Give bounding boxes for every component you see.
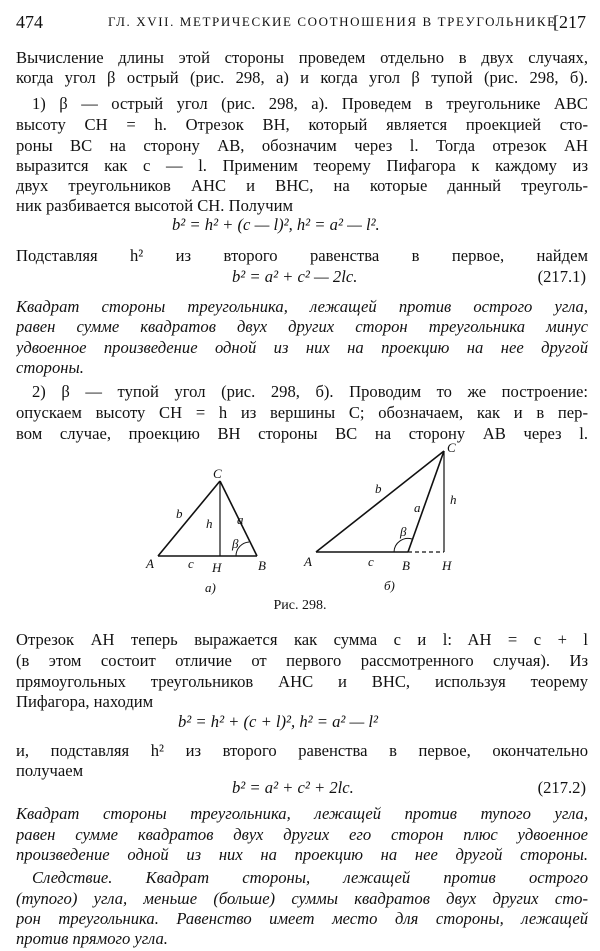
angle-beta-label: β <box>232 536 239 551</box>
text-line: Вычисление длины этой стороны проведем отдельно в двух случаях, <box>16 48 588 67</box>
corollary-line: (тупого) угла, меньше (больше) суммы квадратов двух других сто- <box>16 889 588 908</box>
figure-298 <box>0 440 600 600</box>
equation-217-2: b² = a² + c² + 2lc. <box>232 778 354 797</box>
text-line: прямоугольных треугольников AHC и BHC, используя теорему <box>16 672 588 691</box>
theorem-line: удвоенное произведение одной из них на проекцию на нее другой <box>16 338 588 357</box>
text-line: ник разбивается высотой CH. Получим <box>16 196 293 215</box>
text-line: высоту CH = h. Отрезок BH, который является проекцией сто- <box>16 115 588 134</box>
vertex-A-label: A <box>146 556 154 571</box>
text-line: роны BC на сторону AB, обозначим через l. Тогда отрезок AH <box>16 136 588 155</box>
side-b-label: b <box>176 506 183 521</box>
formula: b² = h² + (c + l)², h² = a² — l² <box>178 712 379 731</box>
formula: b² = h² + (c — l)², h² = a² — l². <box>172 215 380 234</box>
section-number: [217 <box>553 12 586 32</box>
figure-caption: Рис. 298. <box>273 598 327 613</box>
running-title: ГЛ. XVII. МЕТРИЧЕСКИЕ СООТНОШЕНИЯ В ТРЕУГОЛЬНИКЕ <box>108 14 557 29</box>
equation-217-1: b² = a² + c² — 2lc. <box>232 267 358 286</box>
corollary-line: Следствие. Квадрат стороны, лежащей против острого <box>32 868 588 887</box>
vertex-B-label: B <box>258 558 266 573</box>
figure-b-obtuse-triangle <box>316 451 444 552</box>
text-line: получаем <box>16 761 84 780</box>
text-line: 2) β — тупой угол (рис. 298, б). Проводим то же построение: <box>32 382 588 401</box>
text-line: опускаем высоту CH = h из вершины C; обозначаем, как и в пер- <box>16 403 588 422</box>
theorem-line: Квадрат стороны треугольника, лежащей против тупого угла, <box>16 804 588 823</box>
text-line: выразится как c — l. Применим теорему Пифагора к каждому из <box>16 156 588 175</box>
figure-a-label: а) <box>205 580 216 595</box>
point-H-label: H <box>212 560 222 575</box>
equation-number: (217.2) <box>537 778 586 797</box>
side-c-label: c <box>368 554 374 569</box>
altitude-h-label: h <box>450 492 457 507</box>
vertex-C-label: C <box>447 440 456 455</box>
text-line: (в этом состоит отличие от первого рассмотренного случая). Из <box>16 651 588 670</box>
altitude-h-label: h <box>206 516 213 531</box>
corollary-line: против прямого угла. <box>16 929 168 948</box>
theorem-line: Квадрат стороны треугольника, лежащей против острого угла, <box>16 297 588 316</box>
corollary-line: рон треугольника. Равенство имеет место для стороны, лежащей <box>16 909 588 928</box>
side-c-label: c <box>188 556 194 571</box>
page-header <box>16 12 586 34</box>
theorem-line: равен сумме квадратов двух других его сторон плюс удвоенное <box>16 825 588 844</box>
equation-number: (217.1) <box>537 267 586 286</box>
text-line: Отрезок AH теперь выражается как сумма c и l: AH = c + l <box>16 630 588 649</box>
theorem-line: стороны. <box>16 358 84 377</box>
theorem-line: произведение одной из них на проекцию на нее другой стороны. <box>16 845 588 864</box>
text-line: и, подставляя h² из второго равенства в первое, окончательно <box>16 741 588 760</box>
side-b-label: b <box>375 481 382 496</box>
theorem-line: равен сумме квадратов двух других сторон треугольника минус <box>16 317 588 336</box>
figure-b-label: б) <box>384 578 395 593</box>
side-a-label: a <box>414 500 421 515</box>
vertex-C-label: C <box>213 466 222 481</box>
angle-beta-label: β <box>400 524 407 539</box>
point-H-label: H <box>442 558 452 573</box>
page-number: 474 <box>16 12 43 32</box>
vertex-A-label: A <box>304 554 312 569</box>
text-line: Пифагора, находим <box>16 692 154 711</box>
side-b <box>316 451 444 552</box>
text-line: 1) β — острый угол (рис. 298, а). Проведем в треугольнике ABC <box>32 94 588 113</box>
text-line: двух треугольников AHC и BHC, на которые данный треуголь- <box>16 176 588 195</box>
text-line: Подставляя h² из второго равенства в первое, найдем <box>16 246 588 265</box>
text-line: вом случае, проекцию BH стороны BC на сторону AB через l. <box>16 424 588 443</box>
text-line: когда угол β острый (рис. 298, а) и когда угол β тупой (рис. 298, б). <box>16 68 588 87</box>
side-a-label: a <box>237 512 244 527</box>
vertex-B-label: B <box>402 558 410 573</box>
